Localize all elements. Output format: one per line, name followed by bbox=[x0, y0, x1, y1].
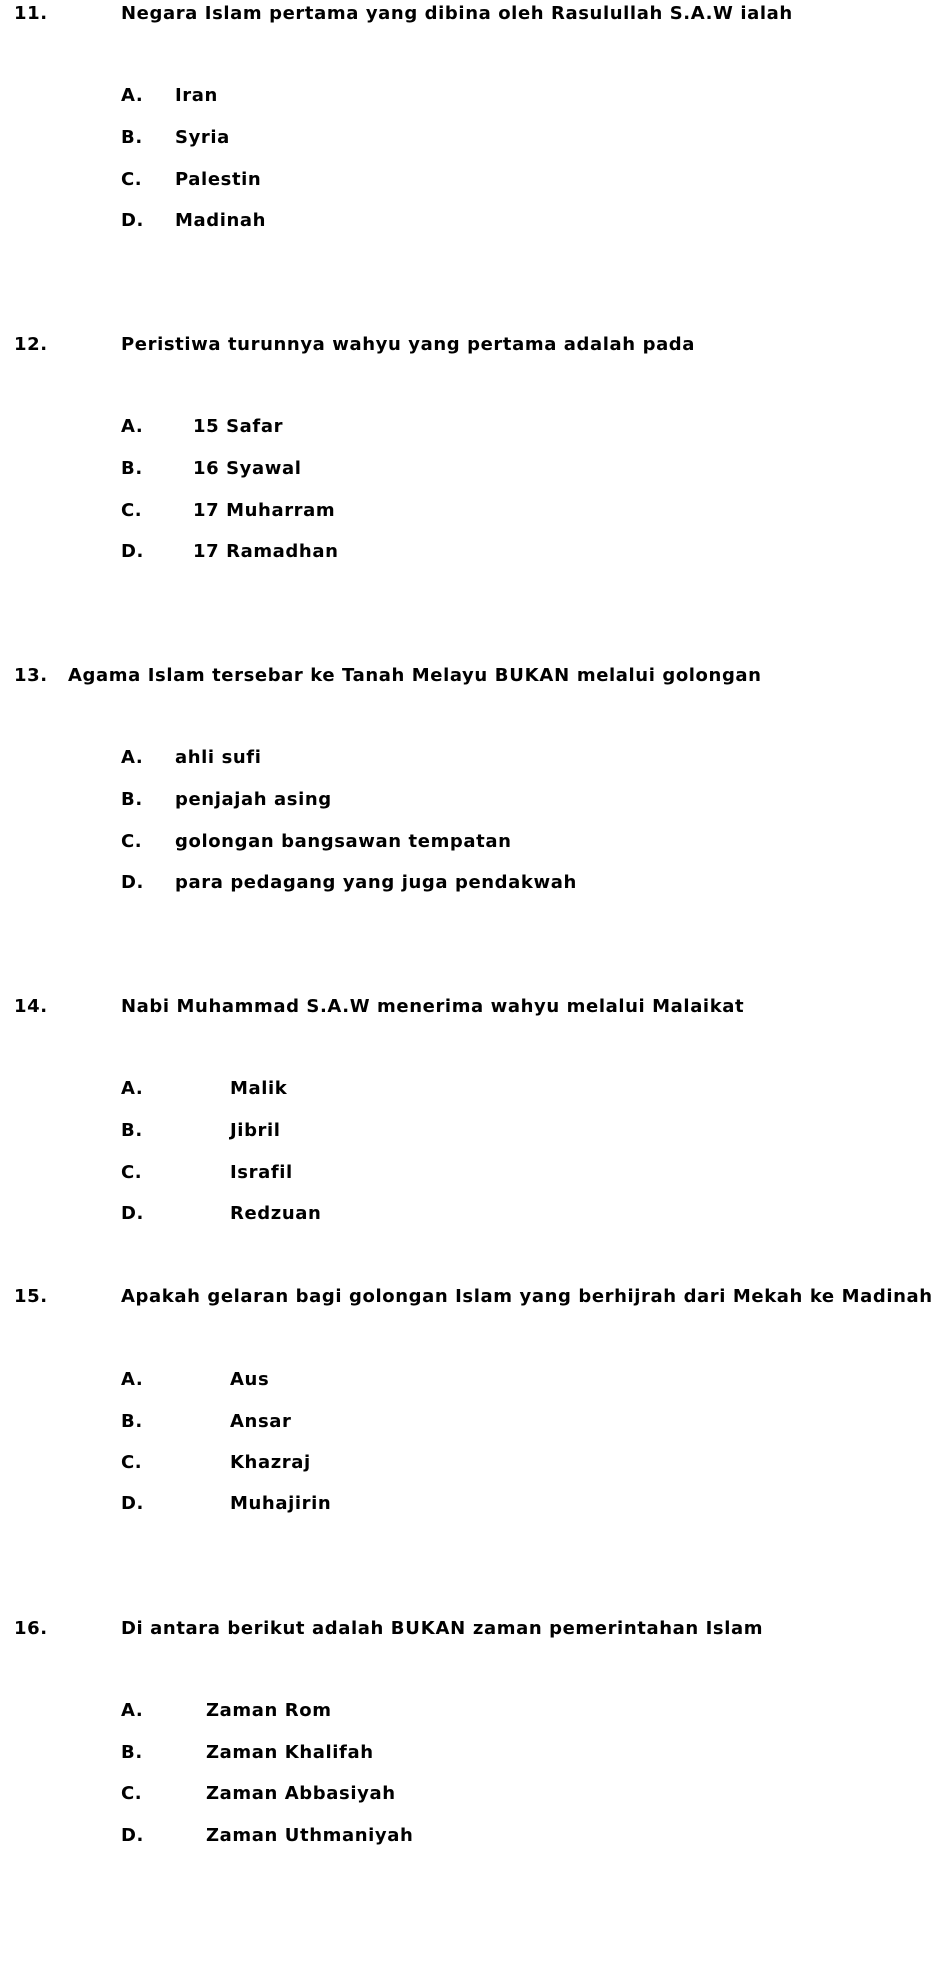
option-letter-b: B. bbox=[121, 1411, 143, 1432]
option-letter-b: B. bbox=[121, 789, 143, 810]
stem-text-before: Di antara berikut adalah bbox=[121, 1618, 391, 1639]
option-letter-c: C. bbox=[121, 1162, 143, 1183]
question-stem bbox=[68, 664, 762, 688]
question-number: 16. bbox=[14, 1618, 48, 1639]
option-letter-b: B. bbox=[121, 127, 143, 148]
option-letter-d: D. bbox=[121, 210, 144, 231]
option-text-c: Palestin bbox=[175, 169, 262, 190]
option-letter-d: D. bbox=[121, 541, 144, 562]
stem-text-after: zaman pemerintahan Islam bbox=[466, 1618, 764, 1639]
question-stem bbox=[121, 1617, 763, 1641]
option-letter-b: B. bbox=[121, 1120, 143, 1141]
option-letter-a: A. bbox=[121, 416, 144, 437]
option-letter-d: D. bbox=[121, 872, 144, 893]
option-text-d: Madinah bbox=[175, 210, 267, 231]
option-text-a: Iran bbox=[175, 85, 218, 106]
stem-text-after: melalui golongan bbox=[569, 665, 762, 686]
option-text-b: 16 Syawal bbox=[193, 458, 302, 479]
option-text-c: Israfil bbox=[230, 1162, 293, 1183]
question-number: 12. bbox=[14, 334, 48, 355]
option-letter-b: B. bbox=[121, 458, 143, 479]
option-letter-a: A. bbox=[121, 1369, 144, 1390]
option-letter-d: D. bbox=[121, 1203, 144, 1224]
option-letter-c: C. bbox=[121, 169, 143, 190]
option-text-a: 15 Safar bbox=[193, 416, 284, 437]
option-letter-d: D. bbox=[121, 1825, 144, 1846]
stem-emphasis: BUKAN bbox=[390, 1618, 467, 1639]
option-text-d: Muhajirin bbox=[230, 1493, 332, 1514]
option-letter-a: A. bbox=[121, 1700, 144, 1721]
question-number: 15. bbox=[14, 1286, 48, 1307]
option-text-b: penjajah asing bbox=[175, 789, 332, 810]
option-text-a: ahli sufi bbox=[175, 747, 262, 768]
question-stem: Apakah gelaran bagi golongan Islam yang berhijrah dari Mekah ke Madinah bbox=[121, 1286, 933, 1307]
option-letter-c: C. bbox=[121, 1452, 143, 1473]
question-stem: Peristiwa turunnya wahyu yang pertama adalah pada bbox=[121, 334, 696, 355]
option-letter-c: C. bbox=[121, 831, 143, 852]
option-text-c: Khazraj bbox=[230, 1452, 311, 1473]
stem-text-before: Agama Islam tersebar ke Tanah Melayu bbox=[68, 665, 495, 686]
option-text-a: Aus bbox=[230, 1369, 270, 1390]
option-text-b: Jibril bbox=[230, 1120, 281, 1141]
question-number: 14. bbox=[14, 996, 48, 1017]
option-text-c: 17 Muharram bbox=[193, 500, 336, 521]
option-text-a: Malik bbox=[230, 1078, 288, 1099]
option-text-c: golongan bangsawan tempatan bbox=[175, 831, 512, 852]
option-letter-c: C. bbox=[121, 1783, 143, 1804]
question-stem: Negara Islam pertama yang dibina oleh Rasulullah S.A.W ialah bbox=[121, 3, 793, 24]
question-number: 13. bbox=[14, 665, 48, 686]
option-text-d: 17 Ramadhan bbox=[193, 541, 339, 562]
option-text-c: Zaman Abbasiyah bbox=[206, 1783, 396, 1804]
option-letter-a: A. bbox=[121, 1078, 144, 1099]
option-text-b: Zaman Khalifah bbox=[206, 1742, 374, 1763]
option-letter-a: A. bbox=[121, 747, 144, 768]
stem-emphasis: BUKAN bbox=[494, 665, 570, 686]
question-number: 11. bbox=[14, 3, 48, 24]
option-letter-b: B. bbox=[121, 1742, 143, 1763]
option-text-b: Ansar bbox=[230, 1411, 292, 1432]
option-letter-d: D. bbox=[121, 1493, 144, 1514]
option-text-d: Redzuan bbox=[230, 1203, 322, 1224]
question-stem: Nabi Muhammad S.A.W menerima wahyu melalui Malaikat bbox=[121, 996, 745, 1017]
option-letter-c: C. bbox=[121, 500, 143, 521]
option-text-a: Zaman Rom bbox=[206, 1700, 332, 1721]
option-text-b: Syria bbox=[175, 127, 230, 148]
option-text-d: Zaman Uthmaniyah bbox=[206, 1825, 414, 1846]
option-letter-a: A. bbox=[121, 85, 144, 106]
option-text-d: para pedagang yang juga pendakwah bbox=[175, 872, 577, 893]
